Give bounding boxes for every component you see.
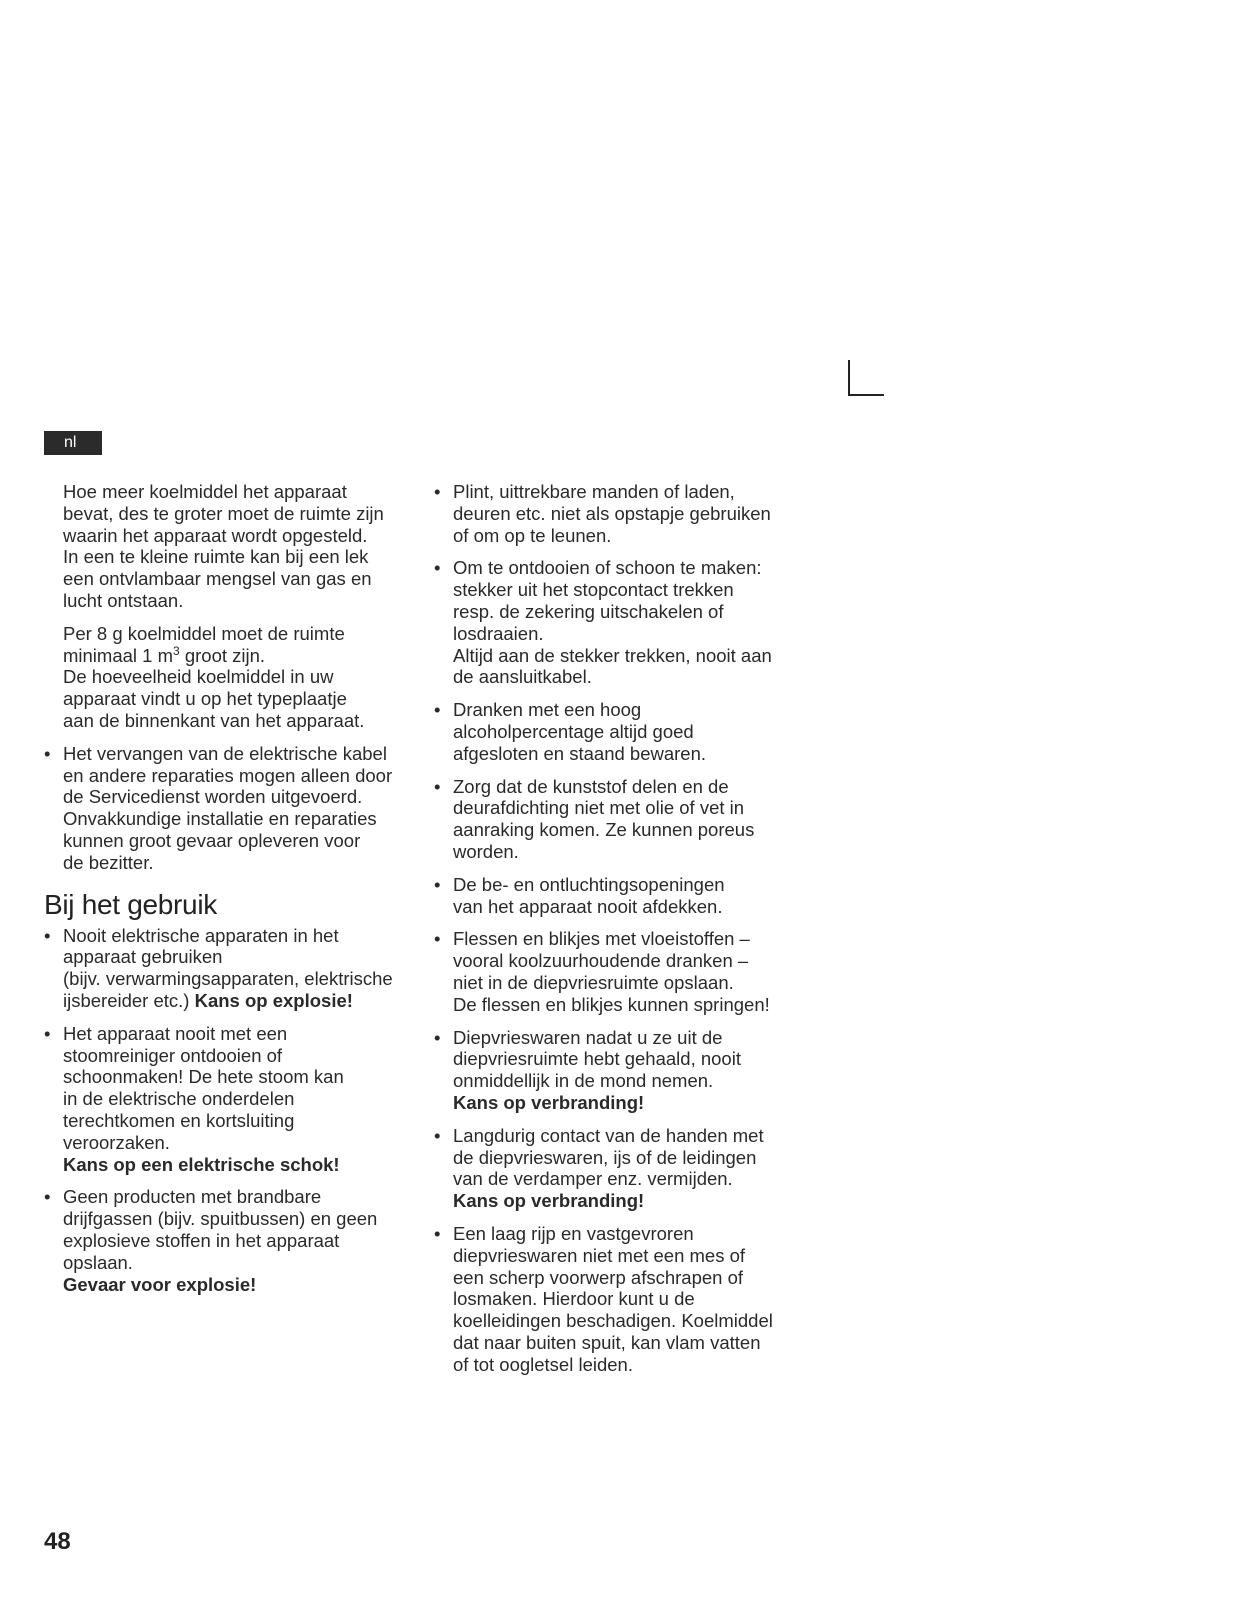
text-line: van de verdamper enz. vermijden. [453, 1168, 733, 1190]
text-line: onmiddellijk in de mond nemen. [453, 1070, 714, 1092]
text-line: • Diepvrieswaren nadat u ze uit de [453, 1026, 723, 1048]
refrigerant-quantity-paragraph [44, 623, 434, 732]
text-line-with-superscript [63, 645, 434, 667]
text-line: apparaat gebruiken [63, 946, 223, 968]
text-line: alcoholpercentage altijd goed [453, 720, 694, 742]
text-line: van het apparaat nooit afdekken. [453, 895, 723, 917]
text-line: veroorzaken. [63, 1131, 170, 1153]
text-line: losdraaien. [453, 622, 544, 644]
bullet-frost-removal [434, 1223, 814, 1376]
text-line: • Langdurig contact van de handen met [453, 1124, 764, 1146]
text-line: niet in de diepvriesruimte opslaan. [453, 971, 734, 993]
text-line: in de elektrische onderdelen [63, 1088, 295, 1110]
text-line: • Nooit elektrische apparaten in het [63, 924, 339, 946]
bullet-bottles-cans [434, 928, 814, 1015]
text-line: aanraking komen. Ze kunnen poreus [453, 819, 755, 841]
text-line: • Het apparaat nooit met een [63, 1022, 288, 1044]
warning-text: Kans op explosie! [194, 989, 353, 1011]
text-line: De flessen en blikjes kunnen springen! [453, 993, 770, 1015]
text-line [63, 990, 434, 1012]
warning-text: Kans op een elektrische schok! [63, 1153, 340, 1175]
bullet-steam-cleaner [44, 1023, 434, 1176]
bullet-frozen-food-mouth [434, 1027, 814, 1114]
text-line: losmaken. Hierdoor kunt u de [453, 1288, 695, 1310]
page-number: 48 [44, 1528, 71, 1555]
text-line: Onvakkundige installatie en reparaties [63, 808, 377, 830]
left-column [44, 481, 434, 1306]
text-line: de aansluitkabel. [453, 666, 592, 688]
text-line: een ontvlambaar mengsel van gas en [63, 568, 372, 590]
bullet-prolonged-contact [434, 1125, 814, 1212]
text-line: koelleidingen beschadigen. Koelmiddel [453, 1310, 773, 1332]
language-badge: nl [44, 431, 102, 455]
warning-text: Kans op verbranding! [453, 1190, 645, 1212]
text-line: In een te kleine ruimte kan bij een lek [63, 546, 369, 568]
text-line: lucht ontstaan. [63, 589, 184, 611]
text-line: vooral koolzuurhoudende dranken – [453, 950, 749, 972]
text-line: kunnen groot gevaar opleveren voor [63, 829, 361, 851]
text-line: • Plint, uittrekbare manden of laden, [453, 481, 735, 502]
bullet-flammable-propellants [44, 1186, 434, 1295]
right-column [434, 481, 814, 1386]
bullet-electrical-appliances [44, 925, 434, 1012]
text-line: drijfgassen (bijv. spuitbussen) en geen [63, 1208, 378, 1230]
text-line: • Om te ontdooien of schoon te maken: [453, 557, 762, 579]
bullet-plastic-parts [434, 776, 814, 863]
text-line: stekker uit het stopcontact trekken [453, 579, 734, 601]
text-line: • Geen producten met brandbare [63, 1186, 322, 1208]
warning-text: Gevaar voor explosie! [63, 1273, 257, 1295]
text-fragment: ijsbereider etc.) [63, 989, 195, 1011]
text-line: • De be- en ontluchtingsopeningen [453, 873, 725, 895]
text-fragment: groot zijn. [179, 644, 266, 666]
text-line: deuren etc. niet als opstapje gebruiken [453, 502, 771, 524]
text-line: De hoeveelheid koelmiddel in uw [63, 666, 334, 688]
text-line: terechtkomen en kortsluiting [63, 1109, 295, 1131]
text-line: en andere reparaties mogen alleen door [63, 764, 393, 786]
text-line: opslaan. [63, 1251, 133, 1273]
text-line: apparaat vindt u op het typeplaatje [63, 688, 347, 710]
text-line: diepvriesruimte hebt gehaald, nooit [453, 1048, 741, 1070]
text-line: • Dranken met een hoog [453, 699, 642, 721]
text-line: diepvrieswaren niet met een mes of [453, 1244, 746, 1266]
crop-mark [848, 360, 884, 396]
text-line: aan de binnenkant van het apparaat. [63, 709, 365, 731]
text-line: resp. de zekering uitschakelen of [453, 600, 724, 622]
text-line: dat naar buiten spuit, kan vlam vatten [453, 1331, 761, 1353]
text-line: explosieve stoffen in het apparaat [63, 1229, 340, 1251]
text-line: Altijd aan de stekker trekken, nooit aan [453, 644, 772, 666]
text-line: de diepvrieswaren, ijs of de leidingen [453, 1146, 757, 1168]
text-line: schoonmaken! De hete stoom kan [63, 1066, 344, 1088]
refrigerant-room-paragraph [44, 481, 434, 612]
text-line: of tot oogletsel leiden. [453, 1353, 633, 1375]
text-line: • Flessen en blikjes met vloeistoffen – [453, 928, 750, 950]
text-line: deurafdichting niet met olie of vet in [453, 797, 745, 819]
warning-text: Kans op verbranding! [453, 1091, 645, 1113]
superscript: 3 [173, 643, 180, 658]
text-line: • Een laag rijp en vastgevroren [453, 1222, 694, 1244]
bullet-defrost-unplug [434, 557, 814, 688]
text-line: • Het vervangen van de elektrische kabel [63, 742, 387, 764]
bullet-plinth [434, 481, 814, 546]
text-line: Per 8 g koelmiddel moet de ruimte [63, 622, 345, 644]
text-line: waarin het apparaat wordt opgesteld. [63, 524, 368, 546]
text-line: stoomreiniger ontdooien of [63, 1044, 283, 1066]
text-line: de Servicedienst worden uitgevoerd. [63, 786, 363, 808]
text-line: worden. [453, 840, 519, 862]
text-line: de bezitter. [63, 851, 154, 873]
text-fragment: minimaal 1 m [63, 644, 173, 666]
text-line: een scherp voorwerp afschrapen of [453, 1266, 744, 1288]
text-line: afgesloten en staand bewaren. [453, 742, 707, 764]
section-title: Bij het gebruik [44, 888, 217, 920]
text-line: (bijv. verwarmingsapparaten, elektrische [63, 968, 393, 990]
text-line: Hoe meer koelmiddel het apparaat [63, 481, 347, 502]
text-line: bevat, des te groter moet de ruimte zijn [63, 502, 384, 524]
bullet-alcohol-drinks [434, 699, 814, 764]
bullet-ventilation [434, 874, 814, 918]
bullet-service-repairs [44, 743, 434, 874]
text-line: • Zorg dat de kunststof delen en de [453, 775, 729, 797]
text-line: of om op te leunen. [453, 524, 612, 546]
